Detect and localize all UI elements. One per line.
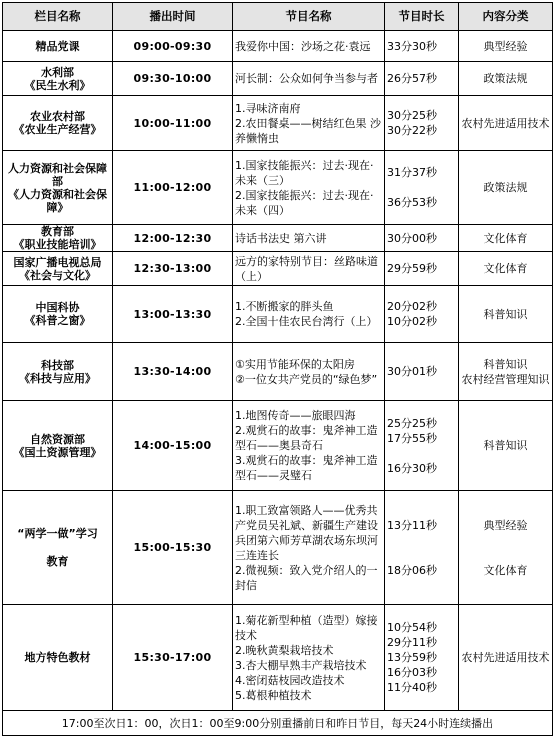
category-item: 农村经营管理知识 <box>461 372 550 386</box>
program-cell <box>233 286 385 343</box>
category-cell <box>459 286 553 343</box>
broadcast-time-cell: 10:00-11:00 <box>113 96 233 151</box>
table-row <box>3 225 553 252</box>
category-item: 政策法规 <box>483 72 528 85</box>
column-name-cell <box>3 225 113 252</box>
category-item: 农村先进适用技术 <box>461 651 550 664</box>
column-name-cell <box>3 286 113 343</box>
broadcast-time-cell: 12:00-12:30 <box>113 225 233 252</box>
program-item: 2.微视频：致入党介绍人的一封信 <box>235 563 378 592</box>
column-name-line: 农业农村部 <box>30 110 85 123</box>
program-item: 1.职工致富领路人——优秀共产党员吴礼斌、新疆生产建设兵团第六师芳草湖农场东坝河三连连长 <box>235 503 378 562</box>
duration-item: 33分30秒 <box>387 39 437 53</box>
column-name-line: 科技部 <box>41 358 74 372</box>
schedule-table <box>2 2 553 736</box>
program-cell <box>233 31 385 62</box>
category-cell <box>459 605 553 711</box>
program-cell <box>233 401 385 491</box>
column-name-line: 《人力资源和社会保障》 <box>8 187 107 214</box>
column-name-line: 人力资源和社会保障部 <box>8 161 107 188</box>
column-name-line: 教育 <box>46 555 69 568</box>
duration-cell <box>385 491 459 605</box>
category-cell <box>459 96 553 151</box>
category-cell <box>459 151 553 225</box>
category-cell <box>459 62 553 96</box>
category-item: 文化体育 <box>483 231 528 245</box>
spacer <box>387 548 456 563</box>
program-item: 5.葛根种植技术 <box>235 688 312 702</box>
spacer <box>461 548 550 563</box>
column-name-line: 自然资源部 <box>30 432 85 446</box>
broadcast-time-cell: 13:30-14:00 <box>113 343 233 401</box>
broadcast-time-cell: 14:00-15:00 <box>113 401 233 491</box>
table-row <box>3 286 553 343</box>
program-item: 我爱你中国：沙场之花·袁远 <box>235 39 371 53</box>
broadcast-time-cell: 11:00-12:00 <box>113 151 233 225</box>
column-name-cell <box>3 605 113 711</box>
duration-item: 36分53秒 <box>387 196 437 209</box>
category-item: 典型经验 <box>483 39 528 53</box>
duration-item: 16分30秒 <box>387 461 437 475</box>
column-name-line: 《职业技能培训》 <box>13 238 102 251</box>
table-row <box>3 96 553 151</box>
program-item: ②一位女共产党员的“绿色梦” <box>235 372 378 386</box>
header-program-name: 节目名称 <box>233 3 385 31</box>
column-name-line: 《国土资源管理》 <box>13 445 102 459</box>
duration-cell <box>385 605 459 711</box>
column-name-cell <box>3 151 113 225</box>
column-name-cell <box>3 401 113 491</box>
column-name-line: 中国科协 <box>35 301 80 314</box>
duration-item: 29分59秒 <box>387 262 437 275</box>
spacer <box>387 533 456 548</box>
program-item: 4.密闭菇枝园改造技术 <box>235 673 345 687</box>
category-item: 政策法规 <box>483 181 528 194</box>
column-name-cell <box>3 62 113 96</box>
column-name-cell <box>3 31 113 62</box>
spacer <box>5 540 110 555</box>
program-item: 1.寻味济南府 <box>235 101 301 115</box>
duration-item: 11分40秒 <box>387 681 437 694</box>
program-item: 诗话书法史 第六讲 <box>235 231 327 245</box>
program-item: ①实用节能环保的太阳房 <box>235 357 355 371</box>
duration-item: 10分54秒 <box>387 621 437 634</box>
category-cell <box>459 225 553 252</box>
program-item: 1.不断搬家的胖头鱼 <box>235 300 334 313</box>
duration-item: 30分22秒 <box>387 124 437 137</box>
program-cell <box>233 151 385 225</box>
duration-item: 25分25秒 <box>387 416 437 430</box>
header-row <box>3 3 553 31</box>
table-row <box>3 31 553 62</box>
column-name-line: 《农业生产经营》 <box>13 123 102 136</box>
broadcast-time-cell: 13:00-13:30 <box>113 286 233 343</box>
column-name-line: 《科技与应用》 <box>19 371 96 385</box>
column-name-line: 《科普之窗》 <box>24 314 91 327</box>
duration-item: 30分01秒 <box>387 365 437 378</box>
program-item: 河长制：公众如何争当参与者 <box>235 72 378 85</box>
duration-cell <box>385 151 459 225</box>
duration-item: 10分02秒 <box>387 315 437 328</box>
duration-item: 13分59秒 <box>387 651 437 664</box>
column-name-line: 地方特色教材 <box>24 651 91 664</box>
duration-cell <box>385 343 459 401</box>
footer-row <box>3 711 553 736</box>
header-duration: 节目时长 <box>385 3 459 31</box>
category-cell <box>459 343 553 401</box>
program-item: 3.观赏石的故事：鬼斧神工造型石——灵璧石 <box>235 454 378 482</box>
program-cell <box>233 491 385 605</box>
category-item: 文化体育 <box>483 563 528 577</box>
duration-cell <box>385 31 459 62</box>
header-column-name: 栏目名称 <box>3 3 113 31</box>
column-name-line: “两学一做”学习 <box>17 527 98 540</box>
spacer <box>461 533 550 548</box>
program-item: 1.国家技能振兴：过去·现在·未来（三） <box>235 158 374 187</box>
column-name-cell <box>3 252 113 286</box>
program-item: 3.杏大棚早熟丰产栽培技术 <box>235 658 367 672</box>
category-item: 典型经验 <box>483 518 528 532</box>
table-row <box>3 491 553 605</box>
column-name-line: 教育部 <box>41 225 74 238</box>
column-name-cell <box>3 491 113 605</box>
duration-item: 13分11秒 <box>387 518 437 532</box>
column-name-cell <box>3 343 113 401</box>
program-item: 1.地图传奇——旅眼四海 <box>235 409 356 422</box>
category-item: 科普知识 <box>483 357 528 371</box>
spacer <box>387 180 456 195</box>
program-item: 2.国家技能振兴：过去·现在·未来（四） <box>235 188 374 217</box>
broadcast-time-cell: 12:30-13:00 <box>113 252 233 286</box>
column-name-line: 《民生水利》 <box>24 78 91 92</box>
duration-cell <box>385 96 459 151</box>
program-cell <box>233 96 385 151</box>
broadcast-time-cell: 09:30-10:00 <box>113 62 233 96</box>
duration-item: 18分06秒 <box>387 563 437 577</box>
program-cell <box>233 343 385 401</box>
program-item: 2.农田餐桌——树结红色果 沙养懒惰虫 <box>235 116 381 145</box>
program-cell <box>233 252 385 286</box>
duration-item: 20分02秒 <box>387 300 437 313</box>
table-row <box>3 605 553 711</box>
header-category: 内容分类 <box>459 3 553 31</box>
duration-item: 16分03秒 <box>387 666 437 679</box>
duration-cell <box>385 286 459 343</box>
duration-item: 31分37秒 <box>387 166 437 179</box>
duration-cell <box>385 225 459 252</box>
table-row <box>3 252 553 286</box>
category-cell <box>459 31 553 62</box>
program-item: 2.晚秋黄梨栽培技术 <box>235 643 334 657</box>
category-item: 农村先进适用技术 <box>461 116 550 130</box>
duration-cell <box>385 252 459 286</box>
category-cell <box>459 252 553 286</box>
replay-note: 17:00至次日1：00，次日1：00至9:00分别重播前日和昨日节目，每天24小时连续播出 <box>3 711 553 736</box>
column-name-cell <box>3 96 113 151</box>
program-item: 2.全国十佳农民台湾行（上） <box>235 315 378 328</box>
spacer <box>387 446 456 461</box>
column-name-line: 精品党课 <box>35 39 80 53</box>
table-row <box>3 343 553 401</box>
category-item: 文化体育 <box>483 262 528 275</box>
broadcast-time-cell: 15:00-15:30 <box>113 491 233 605</box>
duration-cell <box>385 401 459 491</box>
column-name-line: 国家广播电视总局 <box>13 255 102 269</box>
header-broadcast-time: 播出时间 <box>113 3 233 31</box>
program-cell <box>233 605 385 711</box>
category-cell <box>459 491 553 605</box>
category-item: 科普知识 <box>483 307 528 321</box>
duration-item: 29分11秒 <box>387 636 437 649</box>
column-name-line: 水利部 <box>41 65 74 79</box>
table-row <box>3 151 553 225</box>
program-item: 2.观赏石的故事：鬼斧神工造型石——奥县奇石 <box>235 424 378 452</box>
duration-item: 30分25秒 <box>387 109 437 122</box>
category-cell <box>459 401 553 491</box>
duration-item: 26分57秒 <box>387 72 437 85</box>
program-item: 远方的家特别节目：丝路味道（上） <box>235 254 378 283</box>
program-cell <box>233 225 385 252</box>
duration-item: 30分00秒 <box>387 231 437 245</box>
duration-item: 17分55秒 <box>387 431 437 445</box>
broadcast-time-cell: 09:00-09:30 <box>113 31 233 62</box>
column-name-line: 《社会与文化》 <box>19 268 96 282</box>
table-row <box>3 62 553 96</box>
program-item: 1.菊花新型种植（造型）嫁接技术 <box>235 613 378 642</box>
table-row <box>3 401 553 491</box>
broadcast-time-cell: 15:30-17:00 <box>113 605 233 711</box>
program-cell <box>233 62 385 96</box>
duration-cell <box>385 62 459 96</box>
category-item: 科普知识 <box>483 439 528 452</box>
